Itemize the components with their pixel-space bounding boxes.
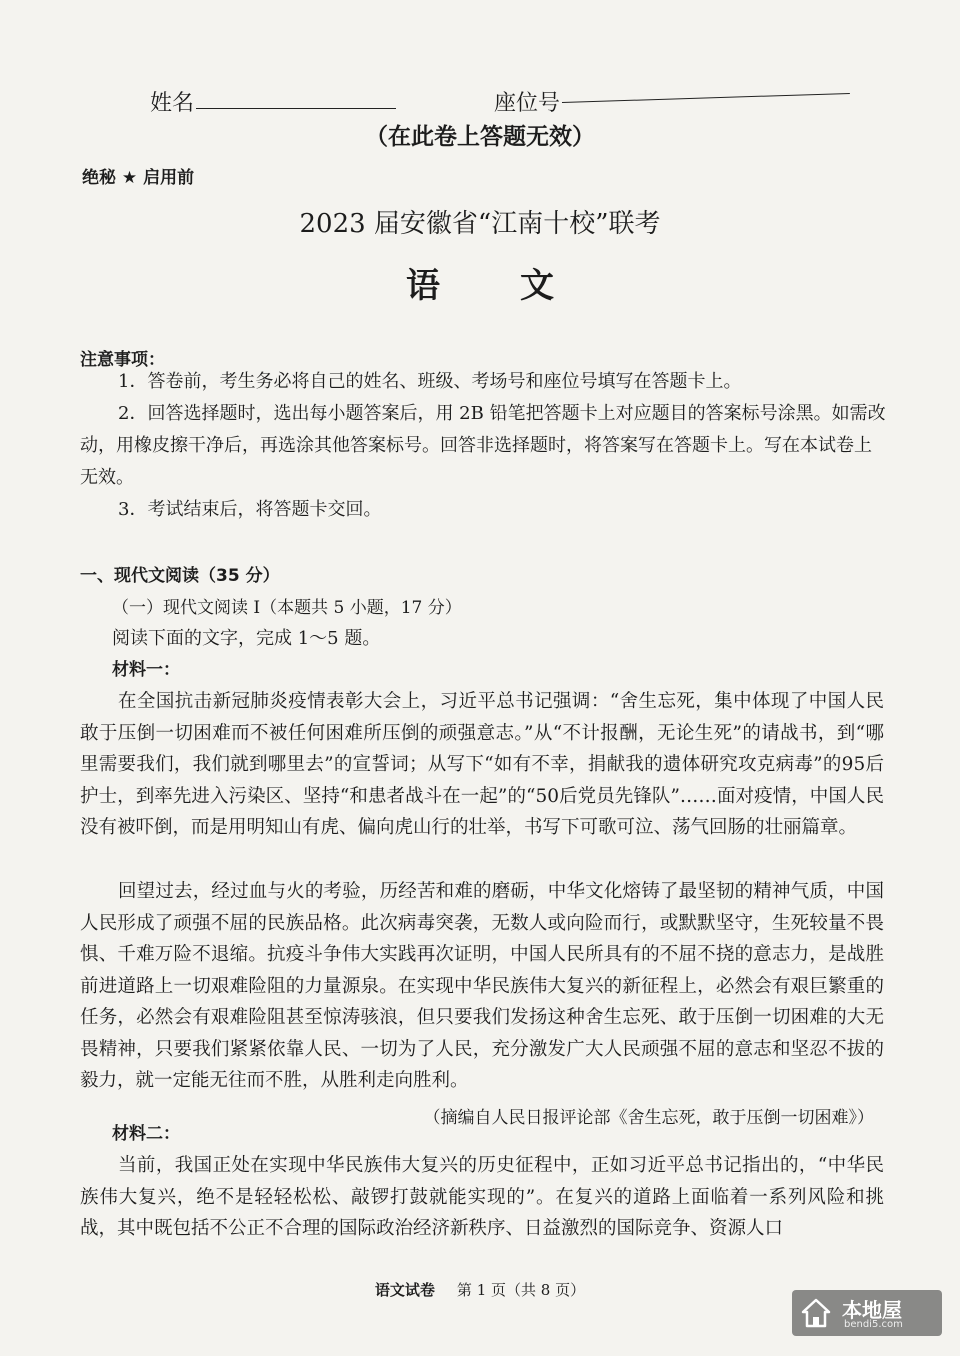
material1-paragraph: 回望过去，经过血与火的考验，历经苦和难的磨砺，中华文化熔铸了最坚韧的精神气质，中国人民形成了顽强不屈的民族品格。此次病毒突袭，无数人或向险而行，或默默坚守，生死较量不畏惧、千难万险不退缩。抗疫斗争伟大实践再次证明，中国人民所具有的不屈不挠的意志力，是战胜前进道路上一切艰难险阻的力量源泉。在实现中华民族伟大复兴的新征程上，必然会有艰巨繁重的任务，必然会有艰难险阻甚至惊涛骇浪，但只要我们发扬这种舍生忘死、敢于压倒一切困难的大无畏精神，只要我们紧紧依靠人民、一切为了人民，充分激发广大人民顽强不屈的意志和坚忍不拔的毅力，就一定能无往而不胜，从胜利走向胜利。	[80, 881, 884, 1091]
note-item: 1．答卷前，考生务必将自己的姓名、班级、考场号和座位号填写在答题卡上。	[118, 371, 742, 392]
invalid-note: （在此卷上答题无效）	[365, 124, 595, 150]
note-item: 2．回答选择题时，选出每小题答案后，用 2B 铅笔把答题卡上对应题目的答案标号涂黑。如需改动，用橡皮擦干净后，再选涂其他答案标号。回答非选择题时，将答案写在答题卡上。写在本试卷上无效。	[80, 403, 886, 488]
seat-label: 座位号	[494, 91, 561, 116]
footer-page-number: 第 1 页（共 8 页）	[456, 1281, 586, 1299]
notes-title: 注意事项：	[80, 350, 165, 370]
material2-paragraph: 当前，我国正处在实现中华民族伟大复兴的历史征程中，正如习近平总书记指出的，“中华民族伟大复兴，绝不是轻轻松松、敲锣打鼓就能实现的”。在复兴的道路上面临着一系列风险和挑战，其中既包括不公正不合理的国际政治经济新秩序、日益激烈的国际竞争、资源人口	[80, 1155, 884, 1239]
secret-mark: 绝秘 ★ 启用前	[82, 168, 195, 188]
note-item: 3．考试结束后，将答题卡交回。	[118, 499, 382, 520]
exam-title: 2023 届安徽省“江南十校”联考	[299, 209, 661, 239]
house-icon	[800, 1297, 832, 1329]
watermark-name: 本地屋	[842, 1298, 902, 1322]
name-label: 姓名	[150, 91, 195, 116]
subject-title: 语文	[406, 266, 634, 306]
instruction: 阅读下面的文字，完成 1～5 题。	[112, 628, 381, 649]
site-watermark	[792, 1290, 942, 1336]
subsection-title: （一）现代文阅读 Ⅰ（本题共 5 小题，17 分）	[112, 598, 462, 618]
material1-source: （摘编自人民日报评论部《舍生忘死，敢于压倒一切困难》）	[423, 1108, 874, 1128]
watermark-site: bendi5.com	[844, 1319, 903, 1330]
section-title: 一、现代文阅读（35 分）	[80, 566, 280, 586]
material1-paragraph: 在全国抗击新冠肺炎疫情表彰大会上，习近平总书记强调：“舍生忘死，集中体现了中国人民敢于压倒一切困难而不被任何困难所压倒的顽强意志。”从“不计报酬，无论生死”的请战书，到“哪里需要我们，我们就到哪里去”的宣誓词；从写下“如有不幸，捐献我的遗体研究攻克病毒”的95后护士，到率先进入污染区、坚持“和患者战斗在一起”的“50后党员先锋队”……面对疫情，中国人民没有被吓倒，而是用明知山有虎、偏向虎山行的壮举，书写下可歌可泣、荡气回肠的壮丽篇章。	[80, 691, 884, 838]
material1-label: 材料一：	[112, 660, 180, 680]
material2-label: 材料二：	[112, 1124, 180, 1144]
name-input-line[interactable]	[196, 108, 396, 109]
seat-input-line[interactable]	[562, 93, 850, 103]
footer-label: 语文试卷	[374, 1281, 435, 1299]
